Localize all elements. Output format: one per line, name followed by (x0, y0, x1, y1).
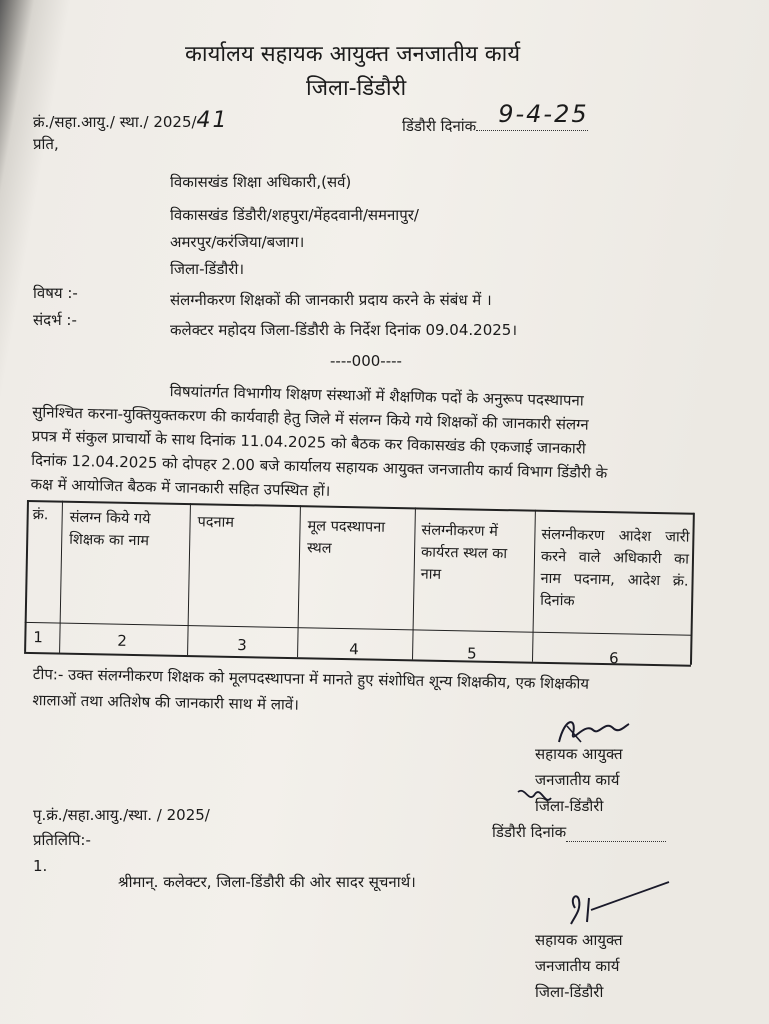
header-teacher-name: संलग्न किये गये शिक्षक का नाम (69, 509, 151, 550)
copy-item-text: श्रीमान्. कलेक्टर, जिला-डिंडौरी की ओर सादर सूचनार्थ। (118, 873, 416, 891)
body-line-1: विषयांतर्गत विभागीय शिक्षण संस्थाओं में शैक्षणिक पदों के अनुरूप पदस्थापना (169, 382, 584, 410)
endorsement-number: पृ.क्रं./सहा.आयु./स्था. / 2025/ (33, 806, 210, 824)
note-line-1: टीप:- उक्त संलग्नीकरण शिक्षक को मूलपदस्थापना में मानते हुए संशोधित शून्य शिक्षकीय, एक शिक्षकीय (32, 665, 590, 693)
header-original-posting: मूल पदस्थापना स्थल (306, 518, 386, 557)
header-order-officer: संलग्नीकरण आदेश जारी करने वाले अधिकारी का नाम पदनाम, आदेश क्रं. दिनांक (540, 526, 690, 610)
sign2-designation: सहायक आयुक्त (535, 931, 623, 949)
office-title: कार्यालय सहायक आयुक्त जनजातीय कार्य (185, 42, 521, 67)
reference-number-text: क्रं./सहा.आयु./ स्था./ 2025/ (33, 113, 197, 131)
header-attached-place: संलग्नीकरण में कार्यरत स्थल का नाम (420, 522, 508, 583)
addressee-line-2: विकासखंड डिंडौरी/शहपुरा/मेंहदवानी/समनापुर/ (170, 206, 419, 224)
endorsement-date (492, 822, 666, 842)
sign1-department: जनजातीय कार्य (535, 771, 620, 789)
sign2-district: जिला-डिंडौरी (535, 983, 604, 1001)
col-number-4: 4 (349, 640, 359, 659)
addressee-line-3: अमरपुर/करंजिया/बजाग। (170, 233, 305, 251)
copy-item-number: 1. (33, 857, 48, 875)
reference-number (33, 108, 229, 133)
col-number-6: 6 (608, 649, 619, 668)
signature-scribble-2 (565, 880, 675, 930)
addressee-line-4: जिला-डिंडौरी। (170, 260, 245, 278)
prati-label: प्रति, (33, 135, 59, 153)
reference-label: संदर्भ :- (33, 311, 77, 329)
initial-mark (515, 784, 555, 814)
body-line-4: दिनांक 12.04.2025 को दोपहर 2.00 बजे कार्यालय सहायक आयुक्त जनजातीय कार्य विभाग डिंडौरी के (30, 451, 608, 483)
separator: ----000---- (330, 352, 402, 370)
copy-label: प्रतिलिपि:- (33, 831, 91, 849)
handwritten-date: 9-4-25 (498, 100, 589, 128)
subject-label: विषय :- (33, 284, 78, 302)
header-serial: क्रं. (32, 507, 49, 524)
col-number-2: 2 (117, 631, 128, 650)
endorsement-date-label: डिंडौरी दिनांक (492, 823, 567, 841)
note-line-2: शालाओं तथा अतिशेष की जानकारी साथ में लावें। (32, 691, 300, 714)
col-number-1: 1 (33, 628, 44, 647)
col-number-5: 5 (466, 644, 477, 663)
handwritten-number: 41 (196, 108, 229, 133)
addressee-line-1: विकासखंड शिक्षा अधिकारी,(सर्व) (170, 173, 352, 191)
district-title: जिला-डिंडौरी (306, 76, 407, 101)
subject-text: संलग्नीकरण शिक्षकों की जानकारी प्रदाय करने के संबंध में । (170, 291, 492, 309)
date-line (402, 100, 589, 136)
sign1-district: जिला-डिंडौरी (535, 797, 604, 815)
body-line-3: प्रपत्र में संकुल प्राचार्यो के साथ दिनांक 11.04.2025 को बैठक कर विकासखंड की एकजाई जानकारी (31, 427, 586, 458)
body-line-5: कक्ष में आयोजित बैठक में जानकारी सहित उपस्थित हों। (30, 475, 331, 500)
date-label: डिंडौरी दिनांक (402, 117, 477, 135)
body-line-2: सुनिश्चित करना-युक्तियुक्तकरण की कार्यवाही हेतु जिले में संलग्न किये गये शिक्षकों की जानकारी संलग्न (32, 403, 589, 434)
col-number-3: 3 (237, 636, 247, 655)
sign2-department: जनजातीय कार्य (535, 957, 620, 975)
sign1-designation: सहायक आयुक्त (535, 745, 623, 763)
reference-text: कलेक्टर महोदय जिला-डिंडौरी के निर्देश दिनांक 09.04.2025। (170, 321, 518, 339)
endorsement-date-blank (566, 823, 666, 842)
date-blank (476, 100, 589, 131)
header-designation: पदनाम (197, 514, 235, 531)
